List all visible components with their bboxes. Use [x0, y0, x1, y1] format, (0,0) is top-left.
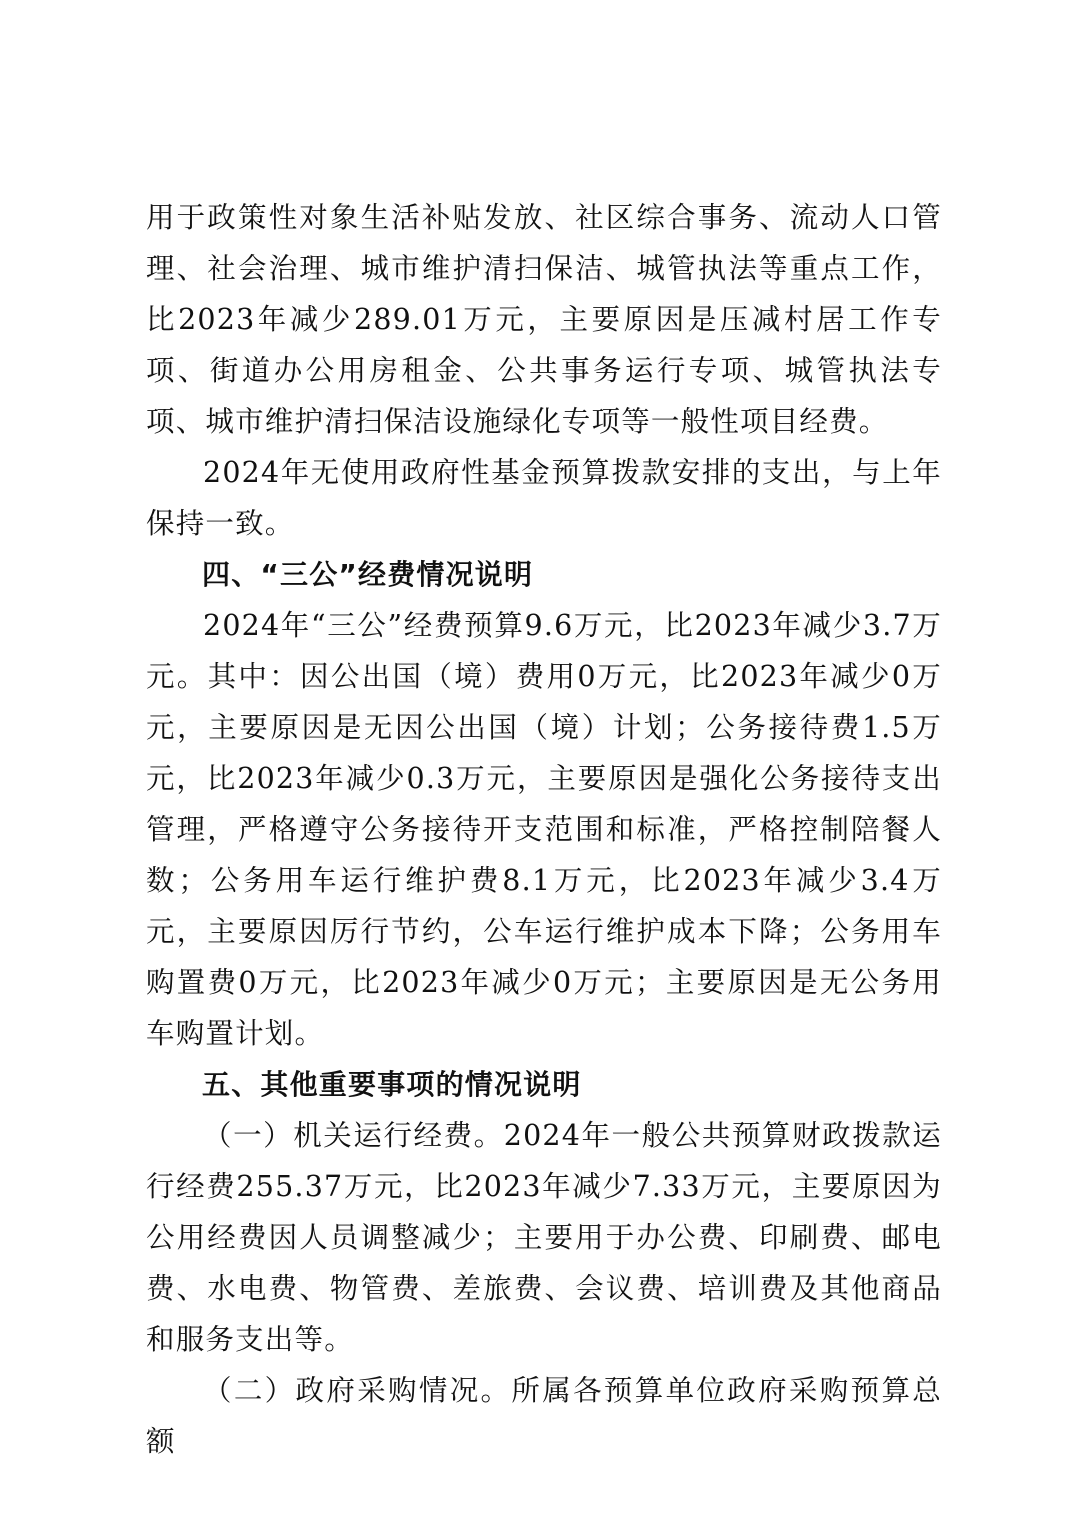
paragraph-continuation: 用于政策性对象生活补贴发放、社区综合事务、流动人口管理、社会治理、城市维护清扫保洁、城管执法等重点工作，比2023年减少289.01万元，主要原因是压减村居工作专项、街道办公用房租金、公共事务运行专项、城管执法专项、城市维护清扫保洁设施绿化专项等一般性项目经费。 — [146, 201, 942, 438]
document-body — [146, 192, 942, 1467]
section-heading-four: 四、“三公”经费情况说明 — [202, 558, 534, 591]
section-heading-five: 五、其他重要事项的情况说明 — [202, 1068, 582, 1101]
paragraph-procurement: （二）政府采购情况。所属各预算单位政府采购预算总额 — [146, 1374, 942, 1458]
paragraph-fund-budget: 2024年无使用政府性基金预算拨款安排的支出，与上年保持一致。 — [146, 456, 942, 540]
paragraph-operating-expenses: （一）机关运行经费。2024年一般公共预算财政拨款运行经费255.37万元，比2023年减少7.33万元，主要原因为公用经费因人员调整减少；主要用于办公费、印刷费、邮电费、水电费、物管费、差旅费、会议费、培训费及其他商品和服务支出等。 — [146, 1119, 942, 1356]
paragraph-three-public-expenses: 2024年“三公”经费预算9.6万元，比2023年减少3.7万元。其中：因公出国（境）费用0万元，比2023年减少0万元，主要原因是无因公出国（境）计划；公务接待费1.5万元，比2023年减少0.3万元，主要原因是强化公务接待支出管理，严格遵守公务接待开支范围和标准，严格控制陪餐人数；公务用车运行维护费8.1万元，比2023年减少3.4万元，主要原因厉行节约，公车运行维护成本下降；公务用车购置费0万元，比2023年减少0万元；主要原因是无公务用车购置计划。 — [146, 609, 942, 1050]
